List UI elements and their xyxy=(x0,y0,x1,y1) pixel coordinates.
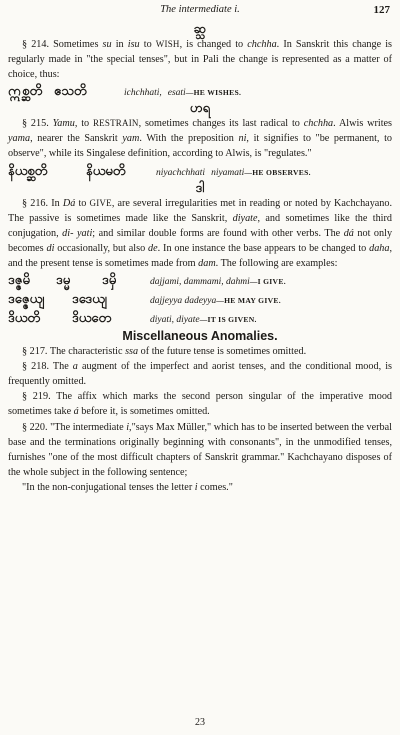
script-word: ဒမှိ xyxy=(102,273,117,289)
text: augment of the imperfect and aorist tenses, and the conditional mood, is frequently omitted. xyxy=(8,361,392,388)
example-row-216-a xyxy=(8,271,392,290)
text: , and the present tense is sometimes made from xyxy=(8,242,393,269)
text: to xyxy=(78,197,87,209)
transliteration: diyati, diyate xyxy=(150,315,200,326)
script-word: ဒဇ္ဇေယျ xyxy=(8,292,45,308)
script-word: နိယစ္ဆတိ xyxy=(8,163,48,179)
term: Dá xyxy=(62,197,76,209)
running-title: The intermediate i. xyxy=(160,4,240,15)
text: comes." xyxy=(200,481,233,493)
text: of the future tense is sometimes omitted. xyxy=(140,346,307,358)
text: before it, is sometimes omitted. xyxy=(81,406,210,418)
section-number: § 218. xyxy=(22,361,49,373)
term: dá xyxy=(343,227,354,239)
text: The xyxy=(52,361,69,373)
gloss: WISH xyxy=(155,39,180,49)
paragraph-218 xyxy=(8,359,392,389)
text: . In Sanskrit this change is regularly made in "the special tenses", but in Pali the change is represented as a matter of choice, thus: xyxy=(8,39,393,81)
quote-220 xyxy=(8,480,392,495)
paragraph-216 xyxy=(8,196,392,271)
example-gloss: —IT IS GIVEN. xyxy=(199,315,257,325)
text: , to xyxy=(74,118,90,130)
term: daha xyxy=(369,242,390,254)
text: occasionally, but also xyxy=(57,242,146,254)
transliteration: niyamati xyxy=(211,167,245,178)
text: ,"says Max Müller," which has to be inserted between the verbal base and the terminations originally beginning with consonants", in the unmodified tenses, furnishes "one of the most difficult chapters of Sanskrit grammar." Kachchayano disposes of the whole subject in the following sentence; xyxy=(8,421,392,478)
text: Sometimes xyxy=(53,39,99,50)
text: , sometimes changes its last radical to xyxy=(138,118,300,130)
text: , is changed to xyxy=(179,39,244,50)
term: de xyxy=(148,242,158,254)
text: ; and similar double forms are found with other verbs. The xyxy=(92,227,341,239)
section-heading: Miscellaneous Anomalies. xyxy=(122,329,278,344)
term: a xyxy=(72,361,78,373)
term: yati xyxy=(77,227,93,239)
text: "In the non-conjugational tenses the letter xyxy=(22,481,193,493)
script-word: ဒမ္မ xyxy=(56,273,71,289)
term: diyate xyxy=(232,212,258,224)
text: The affix which marks the second person singular of the imperative mood sometimes take xyxy=(8,391,393,418)
transliteration: niyachchhati xyxy=(156,167,206,178)
example-row-216-c xyxy=(8,309,392,328)
signature-mark: 23 xyxy=(195,717,205,728)
transliteration: dajjami, dammami, dahmi xyxy=(150,277,250,288)
text: , are several irregularities met in reading or noted by Kachchayano. The passive is sometimes made like the Sanskrit, xyxy=(8,197,393,224)
text: . In one instance the base appears to be changed to xyxy=(157,242,367,254)
script-word: ဣစ္ဆတိ xyxy=(8,84,43,100)
text: , and sometimes like the third conjugation, xyxy=(8,212,393,239)
script-word: နိယမတိ xyxy=(86,163,126,179)
example-gloss: —HE MAY GIVE. xyxy=(216,296,281,306)
text: , it signifies to "be permanent, to observe", while its Singalese definition, according to Alwis, is "regulates." xyxy=(8,133,393,160)
script-heading-214: ဆ္သ xyxy=(193,22,207,37)
script-word: ဒဇ္ဇမိ xyxy=(8,273,30,289)
term: i xyxy=(126,421,130,433)
example-row-214 xyxy=(8,82,392,101)
term: á xyxy=(73,406,79,418)
example-gloss: —I GIVE. xyxy=(249,277,286,287)
term: yama xyxy=(8,133,31,145)
term: su xyxy=(102,39,112,50)
example-row-215 xyxy=(8,162,392,181)
transliteration: dajjeyya dadeyya xyxy=(150,296,217,307)
script-heading-216: ဒါ xyxy=(195,180,205,196)
term: yam xyxy=(122,133,140,145)
example-gloss: —HE OBSERVES. xyxy=(244,167,311,177)
paragraph-214 xyxy=(8,37,392,82)
section-number: § 215. xyxy=(22,118,49,130)
gloss: RESTRAIN xyxy=(92,118,139,129)
text: The characteristic xyxy=(49,346,123,358)
paragraph-215 xyxy=(8,116,392,161)
text: not only becomes xyxy=(8,227,393,254)
example-row-216-b xyxy=(8,290,392,309)
section-number: § 220. xyxy=(22,421,48,433)
section-number: § 214. xyxy=(22,39,50,50)
running-head xyxy=(0,4,400,20)
term: chchha xyxy=(247,39,277,50)
term: isu xyxy=(127,39,140,50)
term: chchha xyxy=(303,118,334,130)
section-number: § 216. xyxy=(22,197,49,209)
text: in xyxy=(115,39,124,50)
text: . The following are examples: xyxy=(215,257,338,269)
paragraph-217 xyxy=(8,344,392,359)
term: di- xyxy=(62,227,74,239)
term: dam xyxy=(198,257,216,269)
script-word: ဒိယတိ xyxy=(8,311,41,327)
page-body xyxy=(8,22,392,495)
example-gloss: —HE WISHES. xyxy=(185,88,242,98)
section-number: § 217. xyxy=(22,346,48,358)
transliteration: ichchhati, xyxy=(124,88,162,99)
term: Yamu xyxy=(52,118,75,130)
text: , nearer the Sanskrit xyxy=(30,133,118,145)
text: "The intermediate xyxy=(50,421,124,433)
page-number: 127 xyxy=(373,4,390,16)
text: In xyxy=(51,197,60,209)
term: ni xyxy=(238,133,247,145)
term: di xyxy=(46,242,55,254)
paragraph-220 xyxy=(8,420,392,480)
paragraph-219 xyxy=(8,389,392,419)
term: i xyxy=(194,481,198,493)
section-number: § 219. xyxy=(22,391,51,403)
transliteration: esati xyxy=(167,88,186,99)
script-word: ဧသတိ xyxy=(54,84,87,100)
text: . With the preposition xyxy=(139,133,234,145)
script-heading-215: ဟရ xyxy=(189,101,211,117)
gloss: GIVE xyxy=(89,197,112,208)
term: ssa xyxy=(125,346,139,358)
script-word: ဒိယတေ xyxy=(72,311,112,327)
text: to xyxy=(143,39,152,50)
text: . Alwis writes xyxy=(333,118,393,130)
script-word: ဒဒေယျ xyxy=(72,292,107,308)
